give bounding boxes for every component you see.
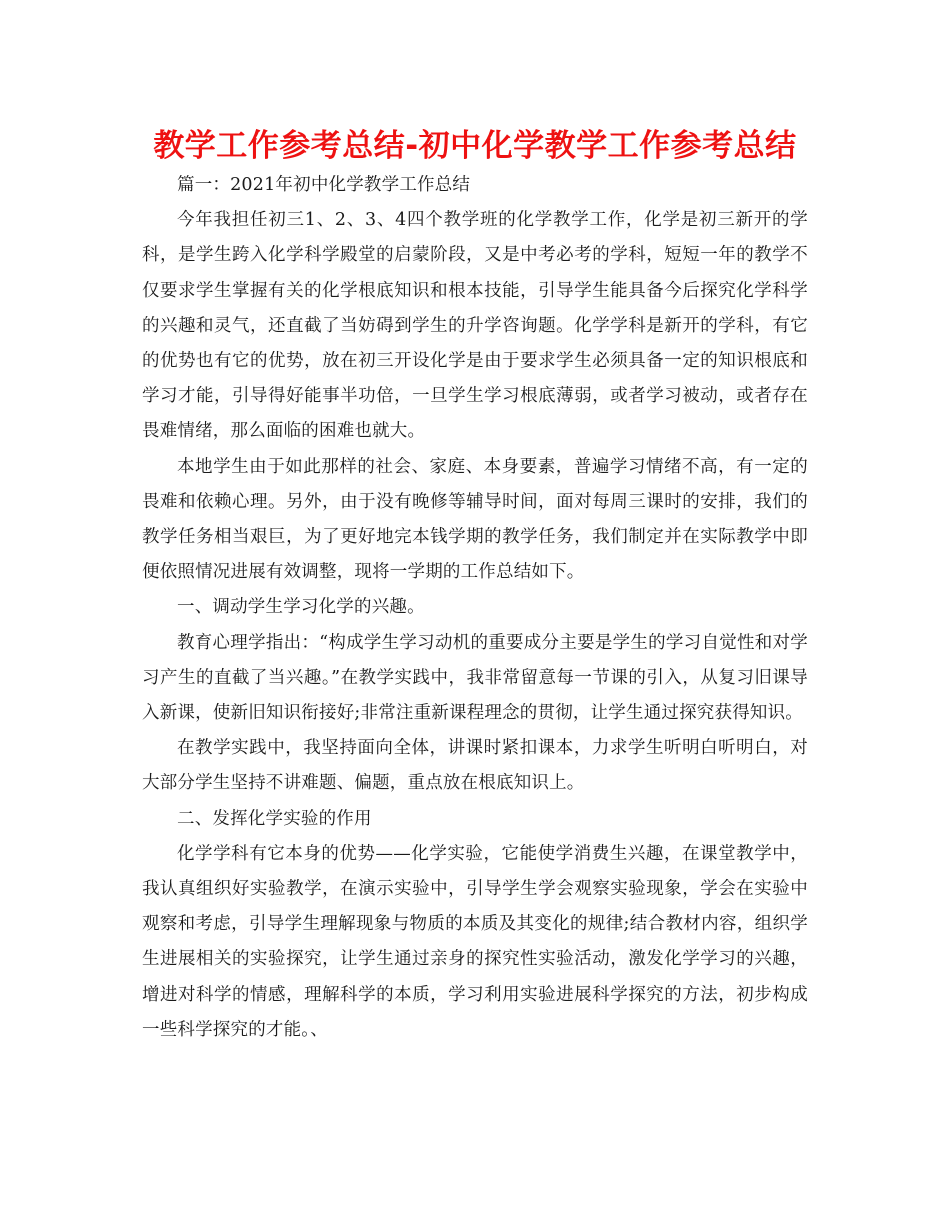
body-paragraph: 今年我担任初三1、2、3、4四个教学班的化学教学工作，化学是初三新开的学科，是学生跨入化学科学殿堂的启蒙阶段，又是中考必考的学科，短短一年的教学不仅要求学生掌握有关的化学根底知识和根本技能，引导学生能具备今后探究化学科学的兴趣和灵气，还直截了当妨碍到学生的升学咨询题。化学学科是新开的学科，有它的优势也有它的优势，放在初三开设化学是由于要求学生必须具备一定的知识根底和学习才能，引导得好能事半功倍，一旦学生学习根底薄弱，或者学习被动，或者存在畏难情绪，那么面临的困难也就大。	[142, 210, 808, 442]
section-heading: 二、发挥化学实验的作用	[177, 808, 372, 829]
section-heading: 一、调动学生学习化学的兴趣。	[177, 597, 425, 618]
document-body	[142, 168, 808, 1048]
section-heading: 篇一：2021年初中化学教学工作总结	[177, 175, 471, 195]
body-paragraph: 化学学科有它本身的优势——化学实验，它能使学消费生兴趣，在课堂教学中，我认真组织好实验教学，在演示实验中，引导学生学会观察实验现象，学会在实验中观察和考虑，引导学生理解现象与物质的本质及其变化的规律;结合教材内容，组织学生进展相关的实验探究，让学生通过亲身的探究性实验活动，激发化学学习的兴趣，增进对科学的情感，理解科学的本质，学习利用实验进展科学探究的方法，初步构成一些科学探究的才能。、	[142, 843, 808, 1040]
body-paragraph: 在教学实践中，我坚持面向全体，讲课时紧扣课本，力求学生听明白听明白，对大部分学生坚持不讲难题、偏题，重点放在根底知识上。	[142, 738, 808, 794]
body-paragraph: 教育心理学指出：“构成学生学习动机的重要成分主要是学生的学习自觉性和对学习产生的直截了当兴趣。”在教学实践中，我非常留意每一节课的引入，从复习旧课导入新课，使新旧知识衔接好;非常注重新课程理念的贯彻，让学生通过探究获得知识。	[142, 632, 808, 724]
document-title: 教学工作参考总结-初中化学教学工作参考总结	[153, 128, 797, 164]
body-paragraph: 本地学生由于如此那样的社会、家庭、本身要素，普遍学习情绪不高，有一定的畏难和依赖心理。另外，由于没有晚修等辅导时间，面对每周三课时的安排，我们的教学任务相当艰巨，为了更好地完本钱学期的教学任务，我们制定并在实际教学中即便依照情况进展有效调整，现将一学期的工作总结如下。	[142, 456, 808, 583]
